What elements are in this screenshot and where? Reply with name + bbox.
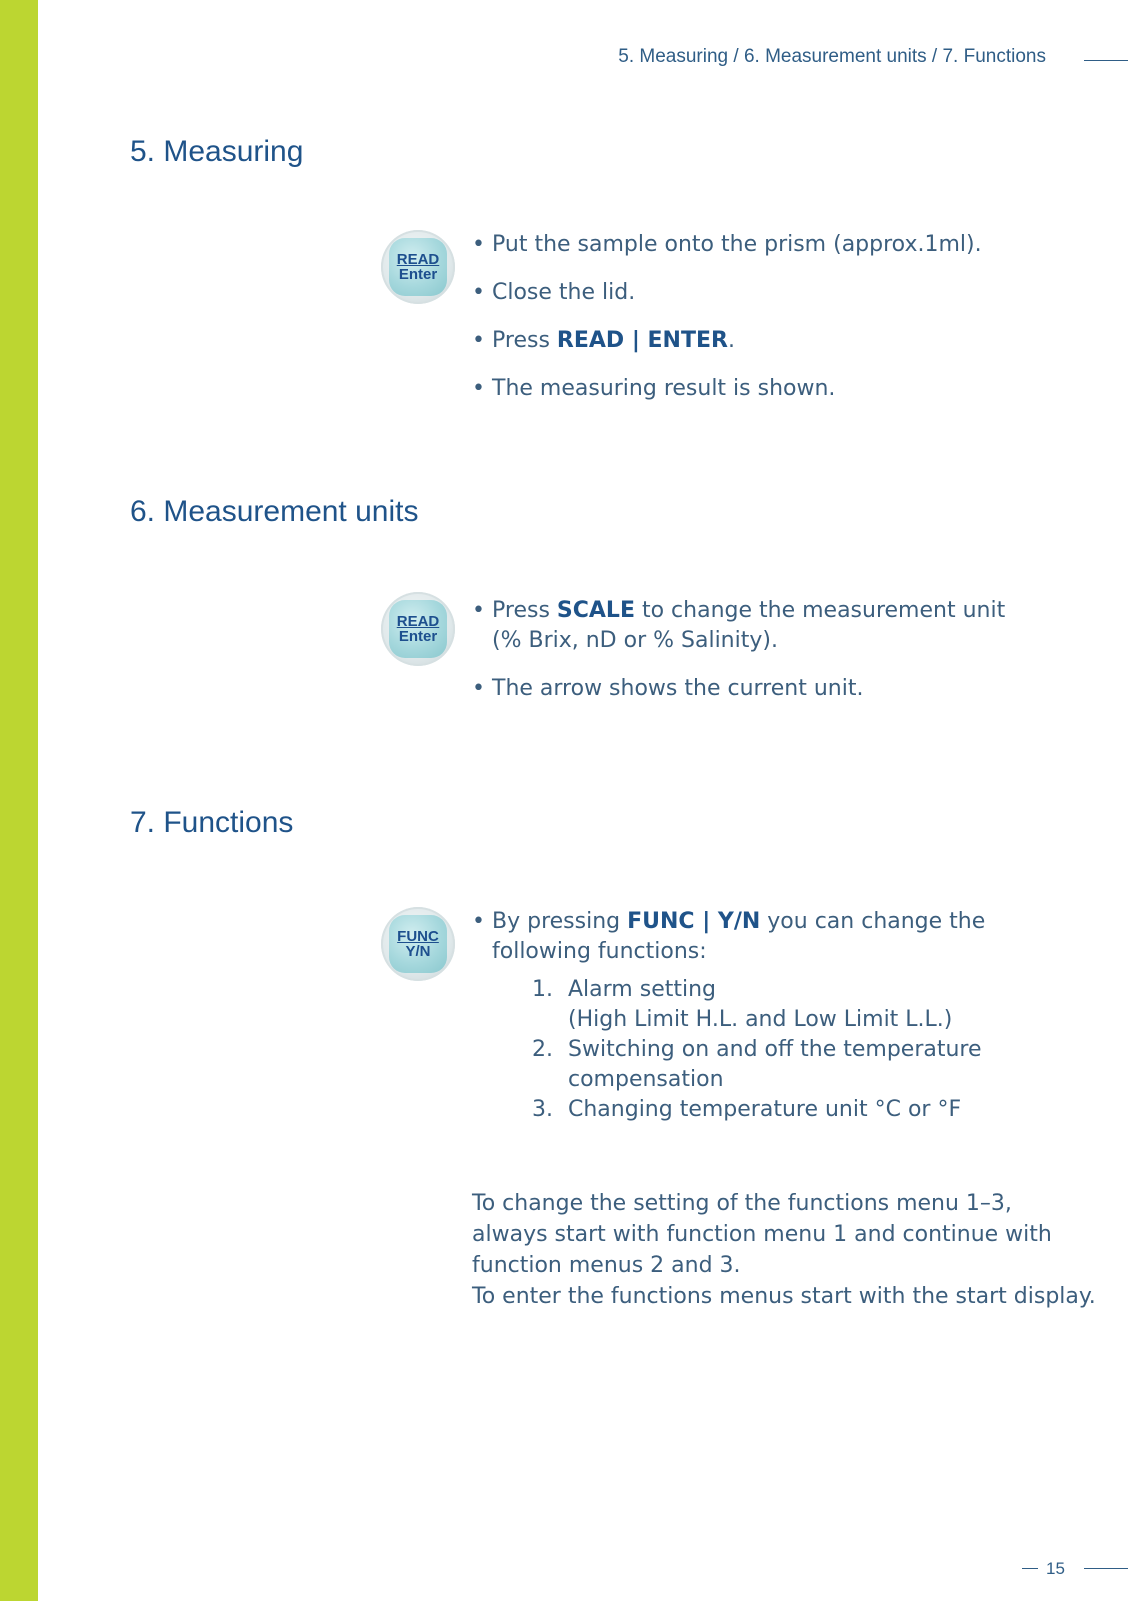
key-label-top: FUNC — [397, 928, 439, 945]
list-item: • Put the sample onto the prism (approx.1ml). — [472, 230, 982, 260]
list-item: • Press READ | ENTER. — [472, 326, 982, 356]
note-line: function menus 2 and 3. — [472, 1253, 741, 1278]
note-line: always start with function menu 1 and continue with — [472, 1222, 1052, 1247]
note-line: To change the setting of the functions menu 1–3, — [472, 1191, 1012, 1216]
read-enter-label: READ | ENTER — [556, 328, 728, 353]
list-item: • The measuring result is shown. — [472, 374, 982, 404]
list-item: 1. Alarm setting (High Limit H.L. and Low Limit L.L.) — [532, 977, 953, 1032]
key-label-bottom: Enter — [398, 628, 438, 645]
running-head: 5. Measuring / 6. Measurement units / 7. Functions — [618, 46, 1046, 67]
key-label-top: READ — [396, 251, 440, 268]
key-label-bottom: Enter — [398, 266, 438, 283]
measuring-steps — [472, 230, 982, 422]
units-steps — [472, 596, 1005, 722]
func-yn-label: FUNC | Y/N — [627, 909, 761, 934]
scale-label: SCALE — [556, 598, 635, 623]
functions-list — [532, 975, 982, 1125]
read-enter-key-icon — [381, 230, 455, 304]
key-face — [389, 600, 447, 658]
list-item: • Close the lid. — [472, 278, 982, 308]
side-color-bar — [0, 0, 38, 1601]
note-line: To enter the functions menus start with the start display. — [472, 1284, 1096, 1309]
footer-rule — [1084, 1568, 1128, 1569]
measuring-title: 5. Measuring — [130, 135, 304, 168]
units-title: 6. Measurement units — [130, 495, 419, 528]
list-item: • By pressing FUNC | Y/N you can change the following functions: — [472, 907, 985, 967]
header-rule — [1084, 60, 1128, 61]
list-item: 2. Switching on and off the temperature compensation — [532, 1037, 982, 1092]
key-face — [389, 915, 447, 973]
key-label-bottom: Y/N — [405, 943, 431, 960]
list-item: • The arrow shows the current unit. — [472, 674, 1005, 704]
func-yn-key-icon — [381, 907, 455, 981]
functions-intro — [472, 907, 985, 985]
functions-title: 7. Functions — [130, 806, 294, 839]
footer-dash — [1022, 1568, 1038, 1569]
key-label-top: READ — [396, 613, 440, 630]
list-item: • Press SCALE to change the measurement unit (% Brix, nD or % Salinity). — [472, 596, 1005, 656]
list-item: 3. Changing temperature unit °C or °F — [532, 1097, 962, 1122]
read-enter-key-icon — [381, 592, 455, 666]
page-number: 15 — [1046, 1559, 1065, 1578]
functions-note — [472, 1188, 1096, 1312]
key-face — [389, 238, 447, 296]
